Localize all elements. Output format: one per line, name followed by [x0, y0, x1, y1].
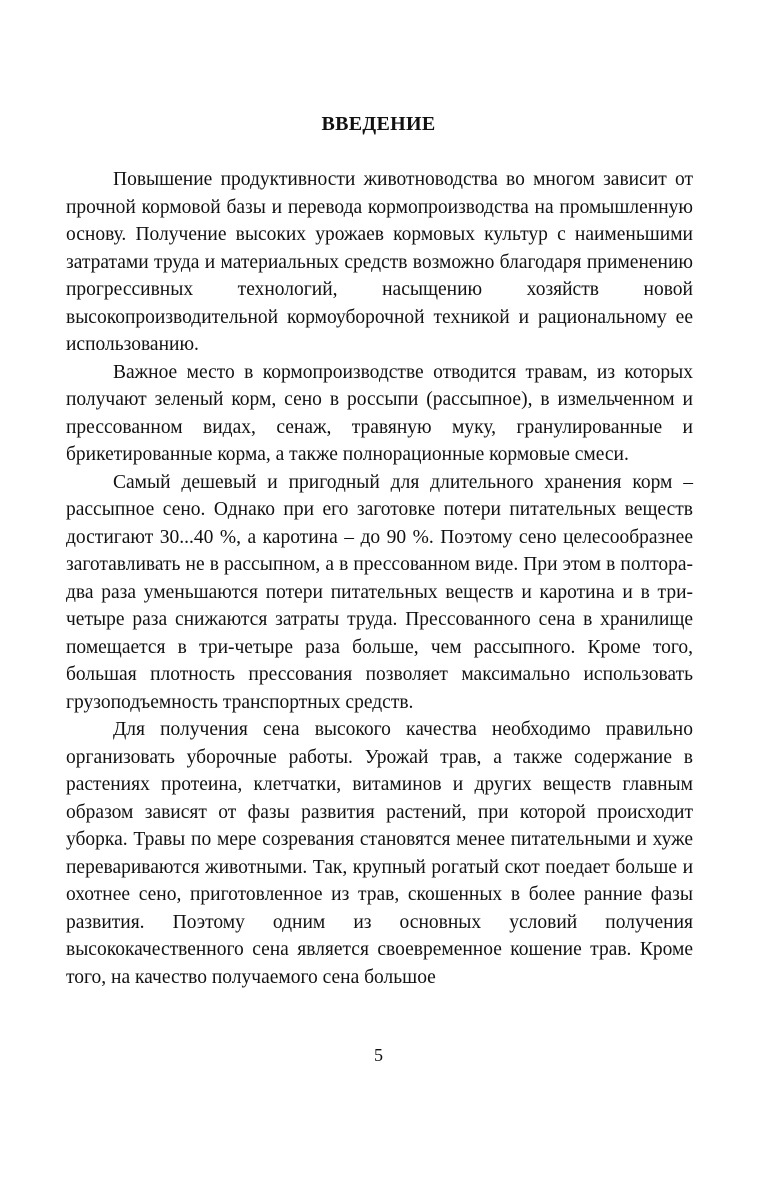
body-text — [66, 166, 693, 991]
paragraph-4: Для получения сена высокого качества необходимо правильно организовать уборочные работы. Урожай трав, а также содержание в растениях протеина, клетчатки, витаминов и других веществ главным образом зависят от фазы развития растений, при которой происходит уборка. Травы по мере созревания становятся менее питательными и хуже перевариваются животными. Так, крупный рогатый скот поедает больше и охотнее сено, приготовленное из трав, скошенных в более ранние фазы развития. Поэтому одним из основных условий получения высококачественного сена является своевременное кошение трав. Кроме того, на качество получаемого сена большое — [66, 719, 693, 988]
section-title: ВВЕДЕНИЕ — [321, 113, 436, 135]
page-number: 5 — [374, 1045, 383, 1065]
paragraph-1: Повышение продуктивности животноводства во многом зависит от прочной кормовой базы и перевода кормопроизводства на промышленную основу. Получение высоких урожаев кормовых культур с наименьшими затратами труда и материальных средств возможно благодаря применению прогрессивных технологий, насыщению хозяйств новой высокопроизводительной кормоуборочной техникой и рациональному ее использованию. — [66, 169, 693, 355]
paragraph-3: Самый дешевый и пригодный для длительного хранения корм – рассыпное сено. Однако при его заготовке потери питательных веществ достигают 30...40 %, а каротина – до 90 %. Поэтому сено целесообразнее заготавливать не в рассыпном, а в прессованном виде. При этом в полтора-два раза уменьшаются потери питательных веществ и каротина и в три-четыре раза снижаются затраты труда. Прессованного сена в хранилище помещается в три-четыре раза больше, чем рассыпного. Кроме того, большая плотность прессования позволяет максимально использовать грузоподъемность транспортных средств. — [66, 471, 693, 713]
paragraph-2: Важное место в кормопроизводстве отводится травам, из которых получают зеленый корм, сено в россыпи (рассыпное), в измельченном и прессованном видах, сенаж, травяную муку, гранулированные и брикетированные корма, а также полнорационные кормовые смеси. — [66, 361, 693, 465]
